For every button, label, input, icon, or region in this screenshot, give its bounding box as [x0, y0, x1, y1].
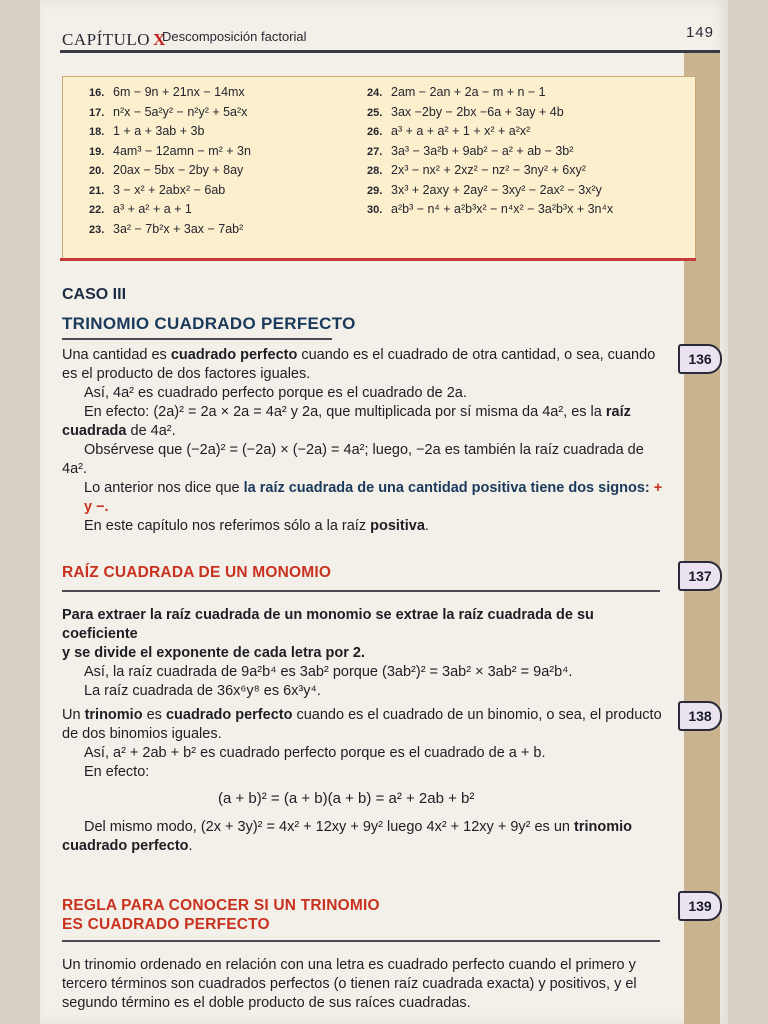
- exercise-expression: 6m − 9n + 21nx − 14mx: [113, 85, 245, 99]
- exercise-number: 21.: [89, 184, 105, 197]
- section-138-example: [62, 818, 672, 856]
- exercise-number: 28.: [367, 165, 383, 177]
- exercise-item: [89, 183, 251, 203]
- exercise-item: [89, 124, 251, 144]
- exercise-number: 24.: [367, 87, 383, 99]
- case-title: TRINOMIO CUADRADO PERFECTO: [62, 314, 356, 333]
- section-139-title: [62, 896, 380, 934]
- s138-line2: de dos binomios iguales.: [62, 726, 222, 742]
- chapter-label: CAPÍTULO X: [62, 30, 166, 49]
- s137-rule-line2: y se divide el exponente de cada letra por 2.: [62, 645, 366, 661]
- exercise-expression: 3x³ + 2axy + 2ay² − 3xy² − 2ax² − 3x²y: [391, 182, 602, 197]
- exercise-expression: 3a² − 7b²x + 3ax − 7ab²: [113, 221, 244, 236]
- exercise-number: 18.: [89, 126, 105, 138]
- s138-line3: Así, a² + 2ab + b² es cuadrado perfecto porque es el cuadrado de a + b.: [84, 745, 546, 761]
- exercise-number: 20.: [89, 165, 105, 177]
- exercise-item: [367, 105, 613, 125]
- exercise-expression: 2am − 2an + 2a − m + n − 1: [391, 85, 546, 99]
- exercise-item: [89, 85, 251, 105]
- paragraph-number-139: 139: [678, 891, 722, 921]
- section-136-text: [62, 346, 672, 536]
- s136-line6: Obsérvese que (−2a)² = (−2a) × (−2a) = 4a²; luego, −2a es también la raíz cuadrada de: [84, 442, 644, 458]
- exercise-number: 25.: [367, 106, 383, 119]
- exercise-number: 26.: [367, 126, 383, 138]
- exercise-number: 23.: [89, 223, 105, 236]
- s136-line8: Lo anterior nos dice que la raíz cuadrada de una cantidad positiva tiene dos signos: + y −.: [84, 480, 663, 515]
- s136-line3: Así, 4a² es cuadrado perfecto porque es el cuadrado de 2a.: [84, 385, 467, 401]
- exercise-item: [89, 105, 251, 125]
- exercise-number: 29.: [367, 184, 383, 197]
- section-139-rule: [62, 940, 660, 942]
- s138-line1: Un trinomio es cuadrado perfecto cuando es el cuadrado de un binomio, o sea, el producto: [62, 707, 662, 723]
- s136-line2: es el producto de dos factores iguales.: [62, 366, 311, 382]
- s136-line1: Una cantidad es cuadrado perfecto cuando es el cuadrado de otra cantidad, o sea, cuando: [62, 347, 656, 363]
- paragraph-number-137: 137: [678, 561, 722, 591]
- exercise-expression: 3ax −2by − 2bx −6a + 3ay + 4b: [391, 104, 564, 119]
- s137-rule-line1: Para extraer la raíz cuadrada de un monomio se extrae la raíz cuadrada de su coeficiente: [62, 607, 594, 642]
- exercise-expression: 1 + a + 3ab + 3b: [113, 124, 205, 138]
- exercise-number: 19.: [89, 145, 105, 158]
- exercise-item: [89, 222, 251, 242]
- s137-example1: Así, la raíz cuadrada de 9a²b⁴ es 3ab² porque (3ab²)² = 3ab² × 3ab² = 9a²b⁴.: [84, 664, 573, 680]
- paragraph-number-138: 138: [678, 701, 722, 731]
- exercise-item: [367, 183, 613, 203]
- exercise-item: [89, 144, 251, 164]
- exercise-column-right: [367, 85, 613, 222]
- s139-line1: Un trinomio ordenado en relación con una letra es cuadrado perfecto cuando el primero y: [62, 957, 636, 973]
- exercise-item: [367, 124, 613, 144]
- s138-line5: Del mismo modo, (2x + 3y)² = 4x² + 12xy + 9y² luego 4x² + 12xy + 9y² es un trinomio: [84, 819, 632, 835]
- exercise-box-underline: [60, 258, 696, 261]
- binomial-square-equation: (a + b)² = (a + b)(a + b) = a² + 2ab + b²: [218, 790, 475, 807]
- section-137-rule: [62, 590, 660, 592]
- s139-title-line1: REGLA PARA CONOCER SI UN TRINOMIO: [62, 897, 380, 914]
- page-header: [62, 22, 722, 52]
- exercise-expression: a³ + a + a² + 1 + x² + a²x²: [391, 124, 531, 138]
- exercise-number: 30.: [367, 204, 383, 216]
- exercise-item: [367, 202, 613, 222]
- page-number: 149: [685, 24, 714, 41]
- s139-line3: segundo término es el doble producto de sus raíces cuadradas.: [62, 995, 471, 1011]
- chapter-title: Descomposición factorial: [162, 29, 307, 44]
- s136-line9: En este capítulo nos referimos sólo a la raíz positiva.: [84, 518, 429, 534]
- s136-line4: En efecto: (2a)² = 2a × 2a = 4a² y 2a, que multiplicada por sí misma da 4a², es la raíz: [84, 404, 631, 420]
- exercise-item: [367, 85, 613, 105]
- exercise-item: [89, 163, 251, 183]
- exercise-number: 16.: [89, 87, 105, 99]
- s136-line5: cuadrada de 4a².: [62, 423, 176, 439]
- s138-line4: En efecto:: [84, 764, 150, 780]
- s137-example2: La raíz cuadrada de 36x⁶y⁸ es 6x³y⁴.: [84, 683, 321, 699]
- section-137-text: [62, 606, 672, 701]
- header-divider: [60, 50, 720, 53]
- s136-line7: 4a².: [62, 461, 87, 477]
- exercise-expression: 4am³ − 12amn − m² + 3n: [113, 143, 251, 158]
- exercise-number: 27.: [367, 145, 383, 158]
- case-title-rule: [62, 338, 332, 340]
- exercise-number: 17.: [89, 106, 105, 119]
- section-138-text: [62, 706, 672, 782]
- exercise-expression: 2x³ − nx² + 2xz² − nz² − 3ny² + 6xy²: [391, 163, 586, 177]
- s138-line6: cuadrado perfecto.: [62, 838, 193, 854]
- exercise-column-left: [89, 85, 251, 241]
- exercise-item: [367, 144, 613, 164]
- exercise-expression: n²x − 5a²y² − n²y² + 5a²x: [113, 104, 248, 119]
- exercise-expression: 3 − x² + 2abx² − 6ab: [113, 182, 226, 197]
- case-label: CASO III: [62, 286, 127, 303]
- exercise-expression: 3a³ − 3a²b + 9ab² − a² + ab − 3b²: [391, 143, 574, 158]
- exercise-item: [367, 163, 613, 183]
- exercise-expression: 20ax − 5bx − 2by + 8ay: [113, 163, 244, 177]
- paragraph-number-136: 136: [678, 344, 722, 374]
- s139-title-line2: ES CUADRADO PERFECTO: [62, 916, 270, 933]
- exercise-box: [62, 76, 696, 260]
- exercise-expression: a³ + a² + a + 1: [113, 202, 192, 216]
- section-139-text: [62, 956, 672, 1013]
- exercise-item: [89, 202, 251, 222]
- exercise-expression: a²b³ − n⁴ + a²b³x² − n⁴x² − 3a²b³x + 3n⁴x: [391, 202, 614, 216]
- s139-line2: tercero términos son cuadrados perfectos (o tienen raíz cuadrada exacta) y positivos, y el: [62, 976, 637, 992]
- chapter-letter: X: [153, 30, 166, 49]
- section-137-title: RAÍZ CUADRADA DE UN MONOMIO: [62, 564, 332, 581]
- exercise-number: 22.: [89, 204, 105, 216]
